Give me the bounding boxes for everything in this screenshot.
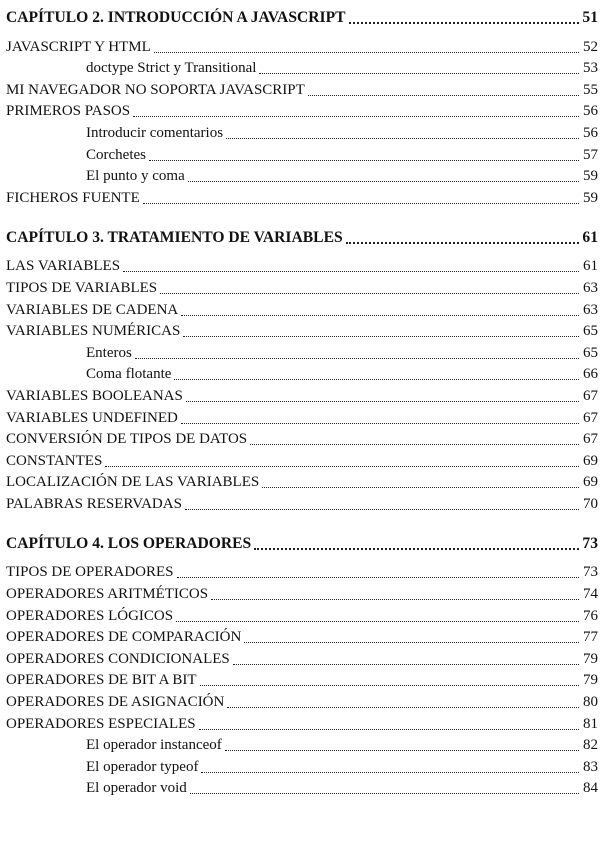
page-number: 61: [583, 258, 598, 275]
entry-title: Introducir comentarios: [86, 124, 224, 141]
dot-leader: [186, 401, 579, 402]
dot-leader: [160, 293, 579, 294]
page-number: 67: [583, 431, 598, 448]
toc-subentry[interactable]: [6, 364, 598, 386]
dot-leader: [200, 685, 579, 686]
entry-title: CONSTANTES: [6, 452, 103, 469]
page-number: 57: [583, 146, 598, 163]
dot-leader: [105, 466, 579, 467]
dot-leader: [308, 95, 579, 96]
dot-leader: [177, 577, 579, 578]
dot-leader: [346, 242, 579, 244]
toc-subentry[interactable]: [6, 778, 598, 800]
toc-entry[interactable]: [6, 627, 598, 649]
page-number: 52: [583, 38, 598, 55]
dot-leader: [188, 181, 579, 182]
page-number: 67: [583, 409, 598, 426]
toc-entry[interactable]: [6, 691, 598, 713]
entry-title: Corchetes: [86, 146, 146, 163]
toc-entry[interactable]: [6, 583, 598, 605]
page-number: 69: [583, 474, 598, 491]
toc-entry[interactable]: [6, 429, 598, 451]
dot-leader: [135, 358, 579, 359]
page-number: 61: [582, 228, 598, 246]
toc-entry[interactable]: [6, 648, 598, 670]
page-number: 84: [583, 780, 598, 797]
page-number: 74: [583, 586, 598, 603]
page-number: 65: [583, 323, 598, 340]
toc-entry[interactable]: [6, 450, 598, 472]
entry-title: PRIMEROS PASOS: [6, 103, 131, 120]
toc-entry[interactable]: [6, 36, 598, 58]
toc-entry[interactable]: [6, 385, 598, 407]
dot-leader: [233, 664, 579, 665]
chapter-section: [6, 226, 598, 515]
toc-entry[interactable]: [6, 605, 598, 627]
entry-title: OPERADORES DE BIT A BIT: [6, 672, 197, 689]
chapter-section: [6, 532, 598, 800]
chapter-title: CAPÍTULO 3. TRATAMIENTO DE VARIABLES: [6, 228, 343, 246]
dot-leader: [174, 379, 579, 380]
chapter-heading[interactable]: [6, 6, 598, 30]
entry-title: El operador instanceof: [86, 737, 222, 754]
dot-leader: [154, 52, 579, 53]
entry-title: CONVERSIÓN DE TIPOS DE DATOS: [6, 431, 248, 448]
entry-title: Enteros: [86, 344, 132, 361]
toc-entry[interactable]: [6, 101, 598, 123]
page-number: 63: [583, 279, 598, 296]
toc-entry[interactable]: [6, 670, 598, 692]
entry-title: OPERADORES CONDICIONALES: [6, 650, 230, 667]
entry-title: El operador typeof: [86, 758, 199, 775]
entry-title: MI NAVEGADOR NO SOPORTA JAVASCRIPT: [6, 81, 305, 98]
page-number: 82: [583, 737, 598, 754]
toc-entry[interactable]: [6, 187, 598, 209]
entry-title: JAVASCRIPT Y HTML: [6, 38, 151, 55]
dot-leader: [262, 487, 579, 488]
entry-title: doctype Strict y Transitional: [86, 60, 257, 77]
toc-subentry[interactable]: [6, 58, 598, 80]
entry-title: OPERADORES DE ASIGNACIÓN: [6, 694, 225, 711]
dot-leader: [199, 729, 579, 730]
toc-entry[interactable]: [6, 407, 598, 429]
entry-title: OPERADORES DE COMPARACIÓN: [6, 629, 242, 646]
dot-leader: [227, 707, 579, 708]
entry-title: VARIABLES DE CADENA: [6, 301, 179, 318]
entry-title: TIPOS DE VARIABLES: [6, 279, 158, 296]
entry-title: OPERADORES LÓGICOS: [6, 607, 174, 624]
dot-leader: [123, 271, 579, 272]
entry-title: PALABRAS RESERVADAS: [6, 495, 182, 512]
entry-title: LAS VARIABLES: [6, 258, 121, 275]
page-number: 80: [583, 694, 598, 711]
dot-leader: [181, 423, 579, 424]
chapter-title: CAPÍTULO 4. LOS OPERADORES: [6, 534, 252, 552]
page-number: 56: [583, 124, 598, 141]
entry-title: OPERADORES ESPECIALES: [6, 715, 196, 732]
page-number: 65: [583, 344, 598, 361]
dot-leader: [244, 642, 579, 643]
toc-entry[interactable]: [6, 256, 598, 278]
page-number: 73: [582, 534, 598, 552]
entry-title: FICHEROS FUENTE: [6, 189, 140, 206]
page-number: 59: [583, 189, 598, 206]
dot-leader: [181, 315, 579, 316]
dot-leader: [176, 621, 579, 622]
toc-entry[interactable]: [6, 79, 598, 101]
page-number: 79: [583, 650, 598, 667]
toc-subentry[interactable]: [6, 122, 598, 144]
chapter-title: CAPÍTULO 2. INTRODUCCIÓN A JAVASCRIPT: [6, 9, 346, 26]
toc-entry[interactable]: [6, 321, 598, 343]
page-number: 51: [582, 9, 598, 26]
page-number: 73: [583, 564, 598, 581]
toc-subentry[interactable]: [6, 756, 598, 778]
page-number: 83: [583, 758, 598, 775]
page-number: 70: [583, 495, 598, 512]
entry-title: Coma flotante: [86, 366, 172, 383]
entry-title: VARIABLES NUMÉRICAS: [6, 323, 181, 340]
toc-entry[interactable]: [6, 277, 598, 299]
dot-leader: [133, 116, 579, 117]
page-number: 79: [583, 672, 598, 689]
page-number: 77: [583, 629, 598, 646]
dot-leader: [250, 444, 579, 445]
entry-title: OPERADORES ARITMÉTICOS: [6, 586, 209, 603]
toc-entry[interactable]: [6, 472, 598, 494]
toc-subentry[interactable]: [6, 342, 598, 364]
entry-title: El operador void: [86, 780, 187, 797]
entry-title: VARIABLES BOOLEANAS: [6, 387, 183, 404]
table-of-contents: [6, 6, 598, 799]
page-number: 81: [583, 715, 598, 732]
dot-leader: [143, 203, 579, 204]
page-number: 69: [583, 452, 598, 469]
toc-subentry[interactable]: [6, 735, 598, 757]
dot-leader: [254, 548, 579, 550]
dot-leader: [211, 599, 579, 600]
page-number: 56: [583, 103, 598, 120]
page-number: 76: [583, 607, 598, 624]
page-number: 53: [583, 60, 598, 77]
dot-leader: [183, 336, 579, 337]
toc-subentry[interactable]: [6, 166, 598, 188]
toc-subentry[interactable]: [6, 144, 598, 166]
dot-leader: [226, 138, 579, 139]
chapter-heading[interactable]: [6, 532, 598, 556]
dot-leader: [349, 22, 579, 24]
dot-leader: [201, 772, 579, 773]
page-number: 55: [583, 81, 598, 98]
chapter-section: [6, 6, 598, 209]
toc-entry[interactable]: [6, 493, 598, 515]
entry-title: LOCALIZACIÓN DE LAS VARIABLES: [6, 474, 260, 491]
entry-title: VARIABLES UNDEFINED: [6, 409, 178, 426]
dot-leader: [259, 73, 579, 74]
dot-leader: [185, 509, 579, 510]
page-number: 66: [583, 366, 598, 383]
dot-leader: [225, 750, 579, 751]
page-number: 59: [583, 168, 598, 185]
toc-entry[interactable]: [6, 299, 598, 321]
entry-title: El punto y coma: [86, 168, 185, 185]
page-number: 67: [583, 387, 598, 404]
entry-title: TIPOS DE OPERADORES: [6, 564, 174, 581]
dot-leader: [149, 160, 579, 161]
page-number: 63: [583, 301, 598, 318]
dot-leader: [190, 793, 579, 794]
chapter-heading[interactable]: [6, 226, 598, 250]
toc-entry[interactable]: [6, 713, 598, 735]
toc-entry[interactable]: [6, 562, 598, 584]
